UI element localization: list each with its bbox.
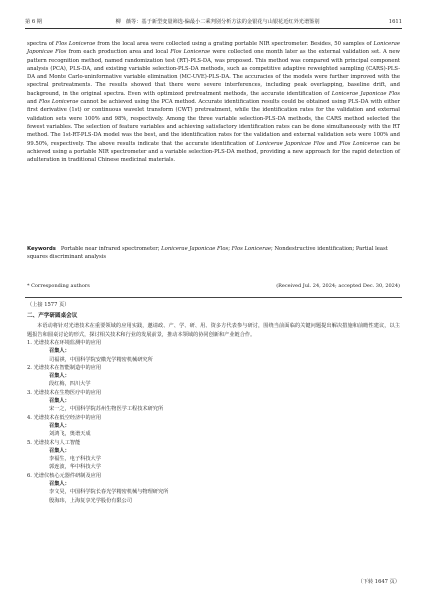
issue-number: 第 6 期 bbox=[25, 19, 42, 25]
keywords-line bbox=[27, 245, 400, 262]
convener-name: 郭连波，华中科技大学 bbox=[49, 464, 101, 471]
page-number: 1611 bbox=[388, 19, 402, 25]
convener-name: 段红梅，四川大学 bbox=[49, 381, 91, 388]
topic-item bbox=[27, 389, 400, 414]
keywords-text: Portable near infrared spectrometer; Lonicerae Japonicae Flos; Flos Lonicerae; Nondestructive identification; Partial least squares discriminant analysis bbox=[27, 246, 388, 261]
received-dates: (Received Jul. 24, 2024; accepted Dec. 30, 2024) bbox=[276, 283, 400, 289]
convener-name: 宋一之，中国科学院苏州生物医学工程技术研究所 bbox=[49, 406, 164, 413]
convener-label: 召集人： bbox=[49, 398, 70, 405]
section-divider bbox=[25, 297, 402, 298]
convener-label: 召集人： bbox=[49, 348, 70, 355]
convener-label: 召集人： bbox=[49, 447, 70, 454]
english-abstract: spectra of Flos Lonicerae from the local area were collected using a grating portable NIR spectrometer. Besides, 50 samples of Lonicerae Japonicae Flos from each production area and local Flos Lonicerae were collected one month later as the external validation set. A new pattern recognition method, named randomization test (RT)-PLS-DA, was proposed. This method was compared with principal component analysis (PCA), PLS-DA, and existing variable selection-PLS-DA methods, such as competitive adaptive reweighted sampling (CARS)-PLS-DA and Monte Carlo-uninformative variable elimination (MC-UVE)-PLS-DA. The accuracies of the models were further improved with the spectral pretreatments. The results showed that there were severe interferences, including peak overlapping, baseline drift, and background, in the original spectra. Even with optimized pretreatment methods, the accurate identification of Lonicerae Japonicae Flos and Flos Lonicerae cannot be achieved using the PCA method. Accurate identification results could be obtained using PLS-DA with either first derivative (1st) or continuous wavelet transform (CWT) pretreatment, while the identification rates for the validation and external validation sets were 100% and 98%, respectively. Among the three variable selection-PLS-DA methods, the CARS method selected the fewest variables. The selection of feature variables and achieving satisfactory identification rates can be done simultaneously with the RT method. The 1st-RT-PLS-DA model was the best, and the identification rates for the validation and external validation sets were 100% and 99.50%, respectively. The above results indicate that the accurate identification of Lonicerae Japonicae Flos and Flos Lonicerae can be achieved using a portable NIR spectrometer and a variable selection-PLS-DA method, providing a new approach for the rapid detection of adulteration in traditional Chinese medicinal materials. bbox=[27, 41, 400, 164]
convener-label: 召集人： bbox=[49, 481, 70, 488]
topic-title: 6. 光谱仪核心元器件研制及应用 bbox=[27, 472, 102, 479]
convener-name: 李福生，电子科技大学 bbox=[49, 456, 101, 463]
topic-item bbox=[27, 364, 400, 389]
convener-name: 李文昊，中国科学院长春光学精密机械与物理研究所 bbox=[49, 489, 169, 496]
topic-item bbox=[27, 339, 400, 364]
section-intro: 本语动将针对光谱技术在重要领域的应用实践，邀请政、产、学、研、用、资多方代表参与研讨，围绕当前面临的关键问题提出解决措施和前瞻性建议，以主题报告和圆桌讨论的形式，探讨相关技术和行业的发展前景，推动本领域的协同创新和产业链合作。 bbox=[27, 323, 400, 338]
running-header bbox=[25, 16, 402, 29]
topic-item bbox=[27, 472, 400, 505]
topic-title: 2. 光谱技术在智能制造中的应用 bbox=[27, 364, 102, 371]
topic-list bbox=[27, 339, 400, 505]
topic-title: 1. 光谱技术在环境监测中的应用 bbox=[27, 340, 102, 346]
topic-item bbox=[27, 439, 400, 472]
convener-label: 召集人： bbox=[49, 373, 70, 380]
topic-title: 4. 光谱技术在低空经济中的应用 bbox=[27, 414, 102, 421]
convener-name: 司福祺，中国科学院安徽光学精密机械研究所 bbox=[49, 356, 153, 363]
corresponding-authors-note: * Corresponding authors bbox=[27, 283, 90, 289]
convener-label: 召集人： bbox=[49, 422, 70, 429]
topic-title: 3. 光谱技术在生物医疗中的应用 bbox=[27, 389, 102, 396]
section-heading: 二、产学研圆桌会议 bbox=[27, 313, 78, 319]
topic-title: 5. 光谱技术与人工智能 bbox=[27, 439, 81, 446]
topic-item bbox=[27, 414, 400, 439]
continued-on-note: （下转 1647 页） bbox=[357, 579, 400, 585]
keywords-label: Keywords bbox=[27, 246, 56, 252]
convener-name: 刘鸿飞，奥谱天成 bbox=[49, 431, 91, 438]
convener-name: 殷海玮，上海复享光学股份有限公司 bbox=[49, 497, 133, 504]
running-title: 柳 薇等：基于新型变量筛选-偏最小二乘判别分析方法的金银花与山银花近红外光谱鉴别 bbox=[115, 19, 320, 25]
continued-from-note: （上接 1577 页） bbox=[27, 302, 70, 308]
